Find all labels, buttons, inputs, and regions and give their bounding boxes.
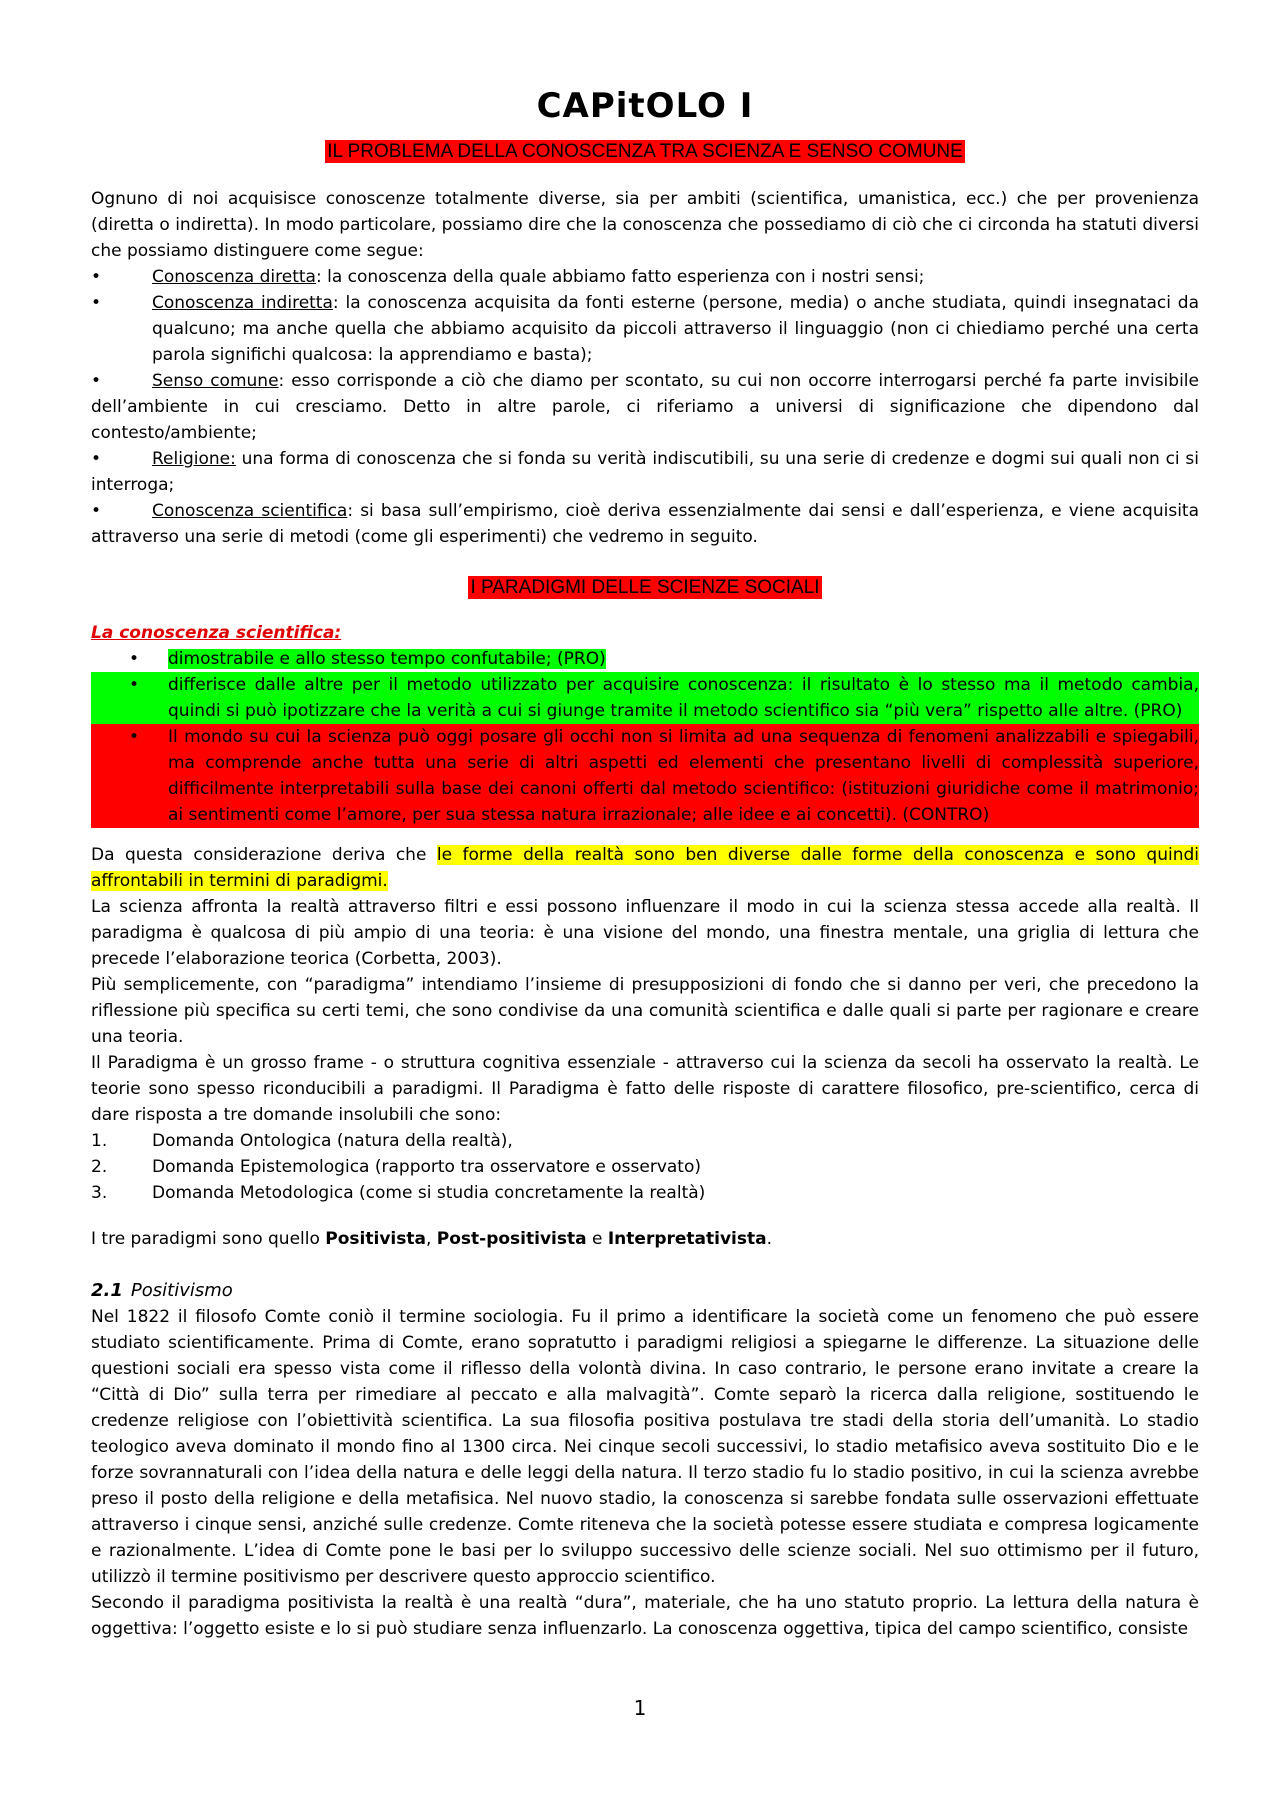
subsection-title: Positivismo bbox=[130, 1280, 233, 1301]
item-number: 1. bbox=[91, 1131, 108, 1151]
list-item bbox=[91, 368, 1199, 446]
section-heading-problema bbox=[91, 138, 1199, 166]
paradigm-frame-paragraph: Il Paradigma è un grosso frame - o struttura cognitiva essenziale - attraverso cui la scienza da secoli ha osservato la realtà. Le teorie sono spesso riconducibili a paradigmi. Il Paradigma è fatto delle risposte di carattere filosofico, pre-scientifico, cerca di dare risposta a tre domande insolubili che sono: bbox=[91, 1053, 1199, 1125]
page-number: 1 bbox=[633, 1696, 647, 1720]
list-item bbox=[91, 446, 1199, 498]
list-item bbox=[91, 1180, 1199, 1206]
section-heading-text: I PARADIGMI DELLE SCIENZE SOCIALI bbox=[470, 577, 820, 598]
item-text: Domanda Ontologica (natura della realtà), bbox=[152, 1131, 513, 1151]
bullet-icon: • bbox=[129, 649, 140, 669]
item-text: dimostrabile e allo stesso tempo confutabile; (PRO) bbox=[168, 649, 606, 669]
paradigm-interpretativista: Interpretativista bbox=[607, 1229, 767, 1249]
term: Religione: bbox=[152, 449, 236, 469]
scientific-knowledge-label: La conoscenza scientifica: bbox=[91, 623, 342, 643]
list-item-pro bbox=[91, 646, 1199, 672]
paradigm-simple-paragraph: Più semplicemente, con “paradigma” intendiamo l’insieme di presupposizioni di fondo che si danno per veri, che precedono la riflessione più specifica su certi temi, che sono condivise da una comunità scientifica e dalle quali si parte per ragionare e creare una teoria. bbox=[91, 975, 1199, 1047]
paradigm-positivista: Positivista bbox=[325, 1229, 426, 1249]
list-item-contro bbox=[91, 724, 1199, 828]
item-text: Domanda Epistemologica (rapporto tra osservatore e osservato) bbox=[152, 1157, 702, 1177]
item-number: 2. bbox=[91, 1157, 108, 1177]
separator: e bbox=[586, 1229, 608, 1249]
section-heading-paradigmi bbox=[91, 574, 1199, 602]
term: Conoscenza indiretta bbox=[152, 293, 333, 313]
paradigm-post-positivista: Post-positivista bbox=[436, 1229, 587, 1249]
term-description: : esso corrisponde a ciò che diamo per scontato, su cui non occorre interrogarsi perché fa parte invisibile dell’ambiente in cui cresciamo. Detto in altre parole, ci riferiamo a universi di significazione che dipendono dal contesto/ambiente; bbox=[91, 371, 1199, 443]
term-description: : la conoscenza della quale abbiamo fatto esperienza con i nostri sensi; bbox=[315, 267, 925, 287]
term-description: : la conoscenza acquisita da fonti esterne (persone, media) o anche studiata, quindi insegnataci da qualcuno; ma anche quella che abbiamo acquisito da piccoli attraverso il linguaggio (non ci chiediamo perché una certa parola significhi qualcosa: la apprendiamo e basta); bbox=[152, 293, 1199, 365]
subsection-number: 2.1 bbox=[91, 1280, 123, 1301]
subsection-heading bbox=[91, 1278, 1199, 1304]
sentence-text: I tre paradigmi sono quello bbox=[91, 1229, 326, 1249]
bullet-icon: • bbox=[129, 727, 140, 747]
term-description: una forma di conoscenza che si fonda su verità indiscutibili, su una serie di credenze e dogmi sui quali non ci si interroga; bbox=[91, 449, 1199, 495]
bullet-icon: • bbox=[129, 675, 140, 695]
knowledge-types-list bbox=[91, 264, 1199, 550]
page-content bbox=[91, 84, 1199, 1642]
scientific-knowledge-list bbox=[91, 646, 1199, 828]
separator: . bbox=[766, 1229, 772, 1249]
section-heading-text: IL PROBLEMA DELLA CONOSCENZA TRA SCIENZA E SENSO COMUNE bbox=[327, 141, 963, 162]
bullet-icon: • bbox=[91, 293, 102, 313]
three-paradigms-sentence bbox=[91, 1226, 1199, 1252]
list-item bbox=[91, 1154, 1199, 1180]
bullet-icon: • bbox=[91, 371, 102, 391]
bullet-icon: • bbox=[91, 501, 102, 521]
list-item bbox=[91, 290, 1199, 368]
item-number: 3. bbox=[91, 1183, 108, 1203]
list-item-pro bbox=[91, 672, 1199, 724]
term: Conoscenza diretta bbox=[152, 267, 316, 287]
item-text: Domanda Metodologica (come si studia concretamente la realtà) bbox=[152, 1183, 706, 1203]
list-item bbox=[91, 498, 1199, 550]
list-item bbox=[91, 1128, 1199, 1154]
positivism-paragraph: Nel 1822 il filosofo Comte coniò il termine sociologia. Fu il primo a identificare la società come un fenomeno che può essere studiato scientificamente. Prima di Comte, erano sopratutto i paradigmi religiosi a spiegarne le differenze. La situazione delle questioni sociali era spesso vista come il riflesso della volontà divina. In caso contrario, le persone erano invitate a creare la “Città di Dio” sulla terra per rimediare al peccato e alla malvagità”. Comte separò la ricerca dalla religione, sostituendo le credenze religiose con l’obiettività scientifica. La sua filosofia positiva postulava tre stadi della storia dell’umanità. Lo stadio teologico aveva dominato il mondo fino al 1300 circa. Nei cinque secoli successivi, lo stadio metafisico aveva sostituito Dio e le forze sovrannaturali con l’idea della natura e delle leggi della natura. Il terzo stadio fu lo stadio positivo, in cui la scienza avrebbe preso il posto della religione e della metafisica. Nel nuovo stadio, la conoscenza si sarebbe fondata sulle osservazioni effettuate attraverso i cinque sensi, anziché sulle credenze. Comte riteneva che la società potesse essere studiata e compresa logicamente e razionalmente. L’idea di Comte pone le basi per lo sviluppo successivo delle scienze sociali. Nel suo ottimismo per il futuro, utilizzò il termine positivismo per descrivere questo approccio scientifico. bbox=[91, 1307, 1199, 1587]
term: Conoscenza scientifica bbox=[152, 501, 348, 521]
bullet-icon: • bbox=[91, 267, 102, 287]
term-description: : si basa sull’empirismo, cioè deriva essenzialmente dai sensi e dall’esperienza, e viene acquisita attraverso una serie di metodi (come gli esperimenti) che vedremo in seguito. bbox=[91, 501, 1199, 547]
bullet-icon: • bbox=[91, 449, 102, 469]
separator: , bbox=[425, 1229, 437, 1249]
consideration-paragraph bbox=[91, 842, 1199, 894]
list-item bbox=[91, 264, 1199, 290]
term: Senso comune bbox=[152, 371, 279, 391]
intro-paragraph: Ognuno di noi acquisisce conoscenze totalmente diverse, sia per ambiti (scientifica, umanistica, ecc.) che per provenienza (diretta o indiretta). In modo particolare, possiamo dire che la conoscenza che possediamo di ciò che ci circonda ha statuti diversi che possiamo distinguere come segue: bbox=[91, 189, 1199, 261]
highlighted-conclusion: le forme della realtà sono ben diverse dalle forme della conoscenza e sono quindi affrontabili in termini di paradigmi. bbox=[91, 845, 1199, 891]
questions-list bbox=[91, 1128, 1199, 1206]
positivist-paradigm-paragraph: Secondo il paradigma positivista la realtà è una realtà “dura”, materiale, che ha uno statuto proprio. La lettura della natura è oggettiva: l’oggetto esiste e lo si può studiare senza influenzarlo. La conoscenza oggettiva, tipica del campo scientifico, consiste bbox=[91, 1593, 1199, 1639]
item-text: Il mondo su cui la scienza può oggi posare gli occhi non si limita ad una sequenza di fenomeni analizzabili e spiegabili, ma comprende anche tutta una serie di altri aspetti ed elementi che presentano livelli di complessità superiore, difficilmente interpretabili sulla base dei canoni offerti dal metodo scientifico: (istituzioni giuridiche come il matrimonio; ai sentimenti come l’amore, per sua stessa natura irrazionale; alle idee e ai concetti). (CONTRO) bbox=[168, 727, 1199, 825]
paradigm-definition-paragraph: La scienza affronta la realtà attraverso filtri e essi possono influenzare il modo in cui la scienza stessa accede alla realtà. Il paradigma è qualcosa di più ampio di una teoria: è una visione del mondo, una finestra mentale, una griglia di lettura che precede l’elaborazione teorica (Corbetta, 2003). bbox=[91, 897, 1199, 969]
chapter-title: CAPitOLO I bbox=[536, 86, 754, 126]
item-text: differisce dalle altre per il metodo utilizzato per acquisire conoscenza: il risultato è lo stesso ma il metodo cambia, quindi si può ipotizzare che la verità a cui si giunge tramite il metodo scientifico sia “più vera” rispetto alle altre. (PRO) bbox=[168, 675, 1199, 721]
consideration-text: Da questa considerazione deriva che bbox=[91, 845, 437, 865]
